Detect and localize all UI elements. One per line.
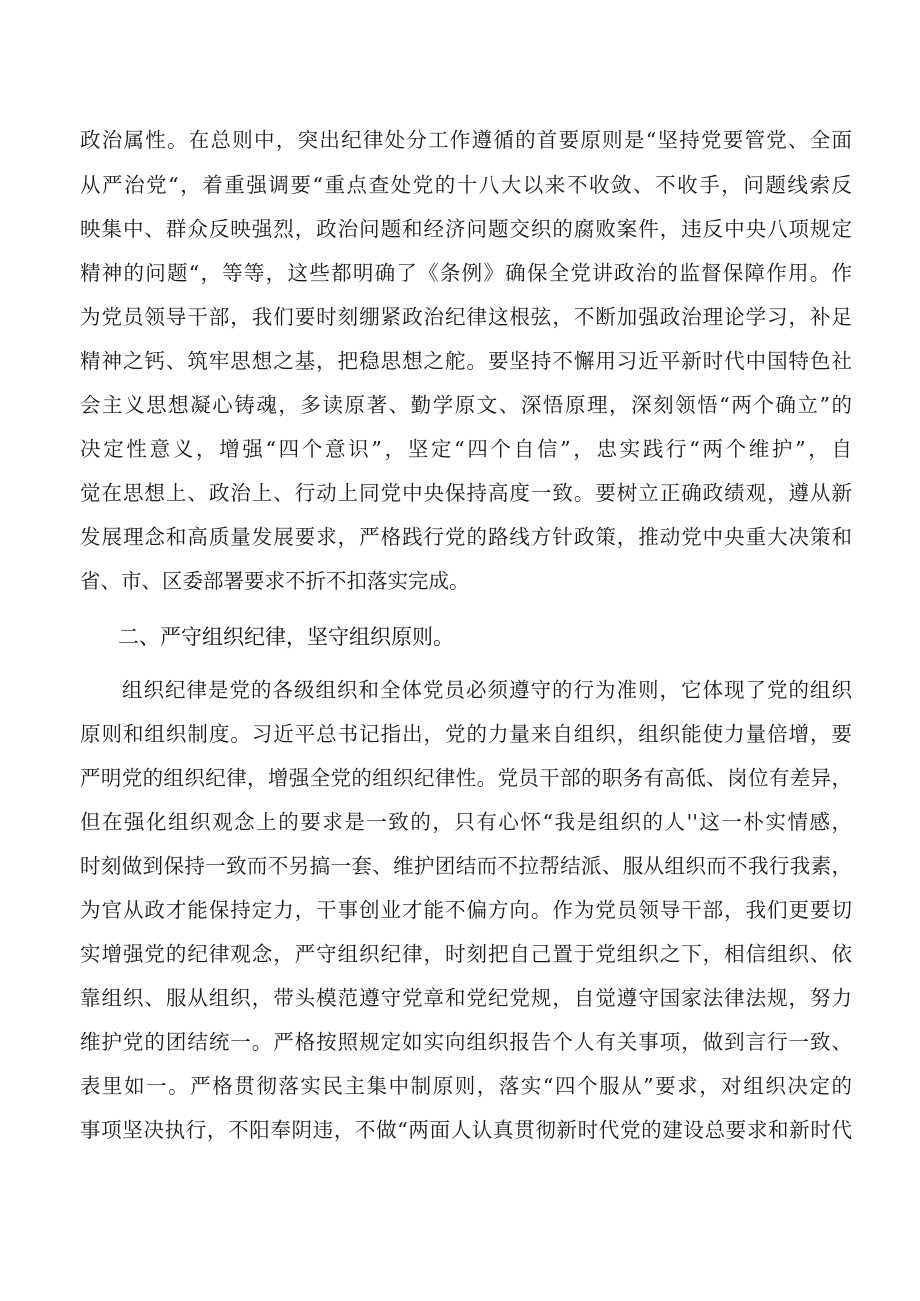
text-line: 精神的问题“，等等，这些都明确了《条例》确保全党讲政治的监督保障作用。作 bbox=[80, 261, 852, 285]
text-line: 觉在思想上、政治上、行动上同党中央保持高度一致。要树立正确政绩观，遵从新 bbox=[80, 481, 852, 505]
text-line: 组织纪律是党的各级组织和全体党员必须遵守的行为准则，它体现了党的组织 bbox=[122, 678, 852, 702]
text-line: 原则和组织制度。习近平总书记指出，党的力量来自组织，组织能使力量倍增，要 bbox=[80, 722, 852, 746]
text-line: 精神之钙、筑牢思想之基，把稳思想之舵。要坚持不懈用习近平新时代中国特色社 bbox=[80, 349, 852, 373]
text-line: 严明党的组织纪律，增强全党的组织纪律性。党员干部的职务有高低、岗位有差异， bbox=[80, 766, 852, 790]
text-line: 发展理念和高质量发展要求，严格践行党的路线方针政策，推动党中央重大决策和 bbox=[80, 525, 852, 549]
section-heading: 二、严守组织纪律，坚守组织原则。 bbox=[118, 625, 454, 649]
text-line: 维护党的团结统一。严格按照规定如实向组织报告个人有关事项，做到言行一致、 bbox=[80, 1030, 852, 1054]
text-line: 靠组织、服从组织，带头模范遵守党章和党纪党规，自觉遵守国家法律法规，努力 bbox=[80, 986, 852, 1010]
text-line: 但在强化组织观念上的要求是一致的，只有心怀“我是组织的人''这一朴实情感， bbox=[80, 810, 852, 834]
text-line: 省、市、区委部署要求不折不扣落实完成。 bbox=[80, 569, 470, 593]
text-line: 事项坚决执行，不阳奉阴违，不做“两面人认真贯彻新时代党的建设总要求和新时代 bbox=[80, 1118, 852, 1142]
text-line: 映集中、群众反映强烈，政治问题和经济问题交织的腐败案件，违反中央八项规定 bbox=[80, 217, 852, 241]
text-line: 为官从政才能保持定力，干事创业才能不偏方向。作为党员领导干部，我们更要切 bbox=[80, 898, 852, 922]
text-line: 为党员领导干部，我们要时刻绷紧政治纪律这根弦，不断加强政治理论学习，补足 bbox=[80, 305, 852, 329]
text-line: 时刻做到保持一致而不另搞一套、维护团结而不拉帮结派、服从组织而不我行我素， bbox=[80, 854, 852, 878]
text-line: 决定性意义，增强“四个意识”，坚定“四个自信”，忠实践行“两个维护”，自 bbox=[80, 437, 852, 461]
text-line: 实增强党的纪律观念，严守组织纪律，时刻把自己置于党组织之下，相信组织、依 bbox=[80, 942, 852, 966]
text-line: 政治属性。在总则中，突出纪律处分工作遵循的首要原则是“坚持党要管党、全面 bbox=[80, 128, 852, 152]
text-line: 表里如一。严格贯彻落实民主集中制原则，落实“四个服从”要求，对组织决定的 bbox=[80, 1074, 852, 1098]
text-line: 会主义思想凝心铸魂，多读原著、勤学原文、深悟原理，深刻领悟“两个确立”的 bbox=[80, 393, 852, 417]
text-line: 从严治党“，着重强调要“重点查处党的十八大以来不收敛、不收手，问题线索反 bbox=[80, 173, 852, 197]
